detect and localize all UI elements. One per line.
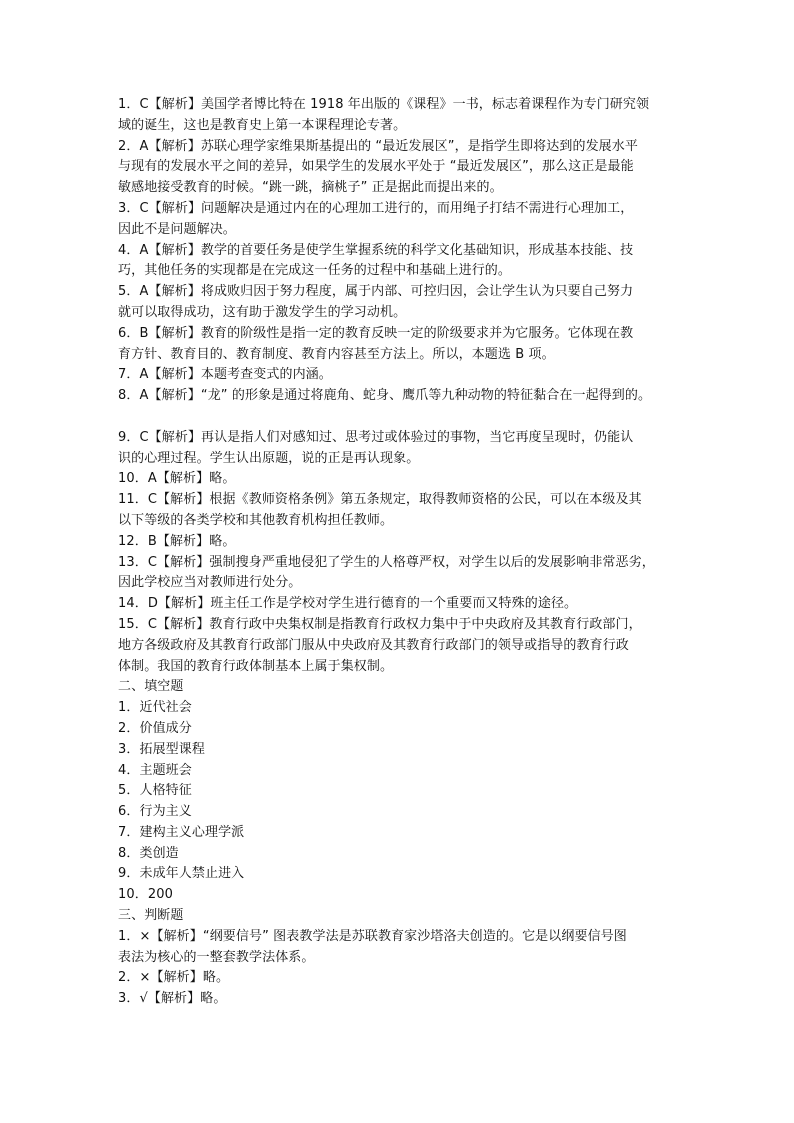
section-heading: 二、填空题 bbox=[118, 679, 184, 695]
text-line: 7．建构主义心理学派 bbox=[118, 824, 245, 840]
text-line: 地方各级政府及其教育行政部门服从中央政府及其教育行政部门的领导或指导的教育行政 bbox=[118, 637, 629, 653]
text-line: 4．A【解析】教学的首要任务是使学生掌握系统的科学文化基础知识，形成基本技能、技 bbox=[118, 242, 634, 258]
text-line: 因此学校应当对教师进行处分。 bbox=[118, 575, 302, 591]
text-line: 3．√【解析】略。 bbox=[118, 991, 227, 1007]
text-line: 9．未成年人禁止进入 bbox=[118, 866, 245, 882]
text-line: 1．C【解析】美国学者博比特在 1918 年出版的《课程》一书，标志着课程作为专门研究领 bbox=[118, 97, 650, 112]
text-line: 1．×【解析】“纲要信号” 图表教学法是苏联教育家沙塔洛夫创造的。它是以纲要信号图 bbox=[118, 928, 627, 944]
text-line: 识的心理过程。学生认出原题，说的正是再认现象。 bbox=[118, 450, 420, 466]
text-line: 体制。我国的教育行政体制基本上属于集权制。 bbox=[118, 658, 394, 674]
text-line: 6．B【解析】教育的阶级性是指一定的教育反映一定的阶级要求并为它服务。它体现在教 bbox=[118, 325, 634, 341]
text-line: 2．价值成分 bbox=[118, 720, 192, 736]
text-line: 10．200 bbox=[118, 887, 173, 903]
blank-line bbox=[118, 407, 686, 428]
text-line: 8．A【解析】“龙” 的形象是通过将鹿角、蛇身、鹰爪等九种动物的特征黏合在一起得到的。 bbox=[118, 388, 652, 404]
text-line: 5．A【解析】将成败归因于努力程度，属于内部、可控归因，会让学生认为只要自己努力 bbox=[118, 284, 634, 300]
text-line: 就可以取得成功，这有助于激发学生的学习动机。 bbox=[118, 304, 407, 320]
text-line: 表法为核心的一整套教学法体系。 bbox=[118, 949, 315, 965]
text-line: 7．A【解析】本题考查变式的内涵。 bbox=[118, 367, 332, 383]
text-line: 巧，其他任务的实现都是在完成这一任务的过程中和基础上进行的。 bbox=[118, 263, 512, 279]
section-heading: 三、判断题 bbox=[118, 908, 184, 924]
text-line: 8．类创造 bbox=[118, 845, 179, 861]
text-line: 12．B【解析】略。 bbox=[118, 533, 236, 549]
text-line: 育方针、教育目的、教育制度、教育内容甚至方法上。所以，本题选 B 项。 bbox=[118, 346, 555, 362]
text-line: 以下等级的各类学校和其他教育机构担任教师。 bbox=[118, 512, 394, 528]
text-line: 1．近代社会 bbox=[118, 700, 192, 716]
text-line: 4．主题班会 bbox=[118, 762, 192, 778]
text-line: 2．A【解析】苏联心理学家维果斯基提出的 “最近发展区”，是指学生即将达到的发展水平 bbox=[118, 138, 638, 154]
text-line: 域的诞生，这也是教育史上第一本课程理论专著。 bbox=[118, 117, 407, 133]
text-line: 3．拓展型课程 bbox=[118, 741, 205, 757]
text-line: 5．人格特征 bbox=[118, 783, 192, 799]
text-line: 3．C【解析】问题解决是通过内在的心理加工进行的，而用绳子打结不需进行心理加工， bbox=[118, 200, 634, 216]
text-line: 敏感地接受教育的时候。“跳一跳，摘桃子” 正是据此而提出来的。 bbox=[118, 180, 503, 196]
text-line: 9．C【解析】再认是指人们对感知过、思考过或体验过的事物，当它再度呈现时，仍能认 bbox=[118, 429, 634, 445]
document-page bbox=[118, 95, 686, 1010]
text-line: 14．D【解析】班主任工作是学校对学生进行德育的一个重要而又特殊的途径。 bbox=[118, 596, 578, 612]
text-line: 13．C【解析】强制搜身严重地侵犯了学生的人格尊严权，对学生以后的发展影响非常恶劣， bbox=[118, 554, 655, 570]
text-line: 15．C【解析】教育行政中央集权制是指教育行政权力集中于中央政府及其教育行政部门， bbox=[118, 616, 642, 632]
text-line: 2．×【解析】略。 bbox=[118, 970, 230, 986]
text-line: 与现有的发展水平之间的差异，如果学生的发展水平处于 “最近发展区”，那么这正是最能 bbox=[118, 159, 634, 175]
text-line: 6．行为主义 bbox=[118, 804, 192, 820]
text-line: 11．C【解析】根据《教师资格条例》第五条规定，取得教师资格的公民，可以在本级及其 bbox=[118, 492, 642, 508]
text-line: 因此不是问题解决。 bbox=[118, 221, 236, 237]
text-line: 10．A【解析】略。 bbox=[118, 471, 236, 487]
